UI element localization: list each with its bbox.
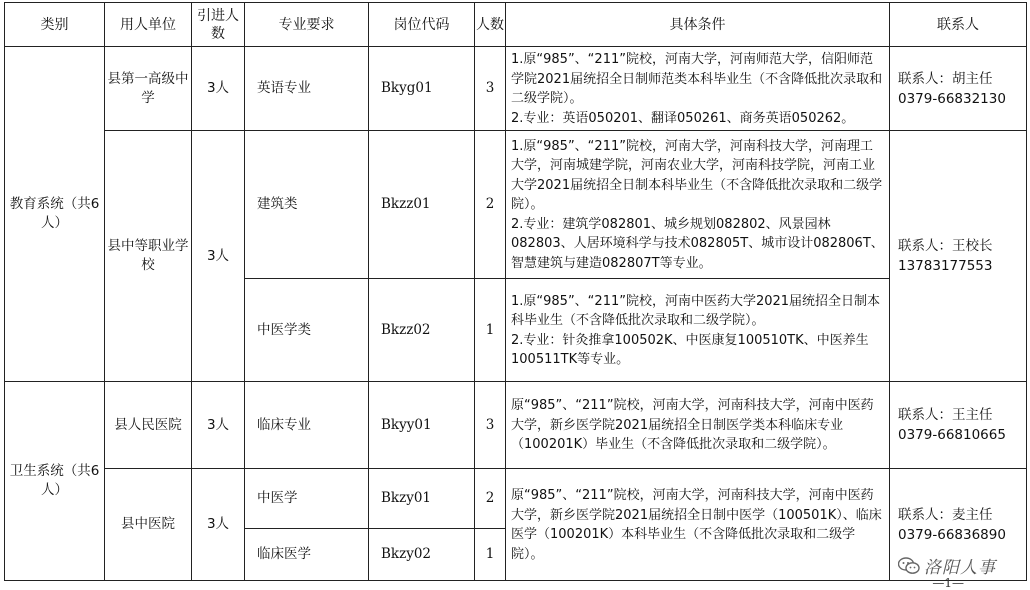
major-cell: 中医学类 xyxy=(245,279,369,382)
code-cell: Bkyy01 xyxy=(369,382,475,469)
category-cell: 教育系统（共6人） xyxy=(5,47,105,382)
category-cell: 卫生系统（共6人） xyxy=(5,382,105,581)
condition-line: 1.原“985”、“211”院校，河南大学，河南师范大学，信阳师范学院2021届统招全日制师范类本科毕业生（不含降低批次录取和二级学院）。 xyxy=(511,52,883,106)
condition-line: 1.原“985”、“211”院校，河南中医药大学2021届统招全日制本科毕业生（不含降低批次录取和二级学院）。 xyxy=(511,293,881,328)
header-hires: 引进人数 xyxy=(192,3,245,47)
contact-cell xyxy=(890,382,1027,469)
major-cell: 临床专业 xyxy=(245,382,369,469)
conditions-cell xyxy=(506,469,890,581)
major-cell: 临床医学 xyxy=(245,529,369,581)
header-major: 专业要求 xyxy=(245,3,369,47)
count-cell: 3 xyxy=(475,47,506,131)
contact-phone: 0379-66810665 xyxy=(898,427,1006,443)
header-contact: 联系人 xyxy=(890,3,1027,47)
hires-cell: 3人 xyxy=(192,382,245,469)
code-cell: Bkyg01 xyxy=(369,47,475,131)
contact-cell xyxy=(890,131,1027,382)
count-cell: 1 xyxy=(475,529,506,581)
hires-cell: 3人 xyxy=(192,469,245,581)
code-cell: Bkzz01 xyxy=(369,131,475,279)
recruitment-table xyxy=(4,2,1027,581)
employer-cell: 县中医院 xyxy=(105,469,192,581)
header-count: 人数 xyxy=(475,3,506,47)
wechat-icon xyxy=(898,557,920,575)
hires-cell: 3人 xyxy=(192,131,245,382)
count-cell: 3 xyxy=(475,382,506,469)
watermark-text: 洛阳人事 xyxy=(924,558,996,578)
contact-phone: 0379-66836890 xyxy=(898,526,1006,543)
contact-phone: 0379-66832130 xyxy=(898,90,1006,107)
conditions-cell xyxy=(506,131,890,279)
condition-line: 原“985”、“211”院校，河南大学，河南科技大学，河南中医药大学，新乡医学院2021届统招全日制中医学（100501K）、临床医学（100201K）本科毕业生（不含降低批次录取和二级学院）。 xyxy=(511,488,882,562)
count-cell: 1 xyxy=(475,279,506,382)
table-row xyxy=(5,131,1027,279)
employer-cell: 县第一高级中学 xyxy=(105,47,192,131)
page-number: —1— xyxy=(932,576,964,590)
count-cell: 2 xyxy=(475,131,506,279)
header-conditions: 具体条件 xyxy=(506,3,890,47)
watermark xyxy=(898,553,996,578)
table-row xyxy=(5,47,1027,131)
count-cell: 2 xyxy=(475,469,506,529)
major-cell: 建筑类 xyxy=(245,131,369,279)
condition-line: 2.专业：英语050201、翻译050261、商务英语050262。 xyxy=(511,110,855,126)
condition-line: 2.专业：针灸推拿100502K、中医康复100510TK、中医养生100511TK等专业。 xyxy=(511,332,869,367)
contact-name: 联系人：王校长 xyxy=(898,238,993,254)
header-row xyxy=(5,3,1027,47)
code-cell: Bkzy02 xyxy=(369,529,475,581)
condition-line: 2.专业：建筑学082801、城乡规划082802、风景园林082803、人居环境科学与技术082805T、城市设计082806T、智慧建筑与建造082807T等专业。 xyxy=(511,216,884,271)
major-cell: 中医学 xyxy=(245,469,369,529)
conditions-cell xyxy=(506,382,890,469)
major-cell: 英语专业 xyxy=(245,47,369,131)
hires-cell: 3人 xyxy=(192,47,245,131)
contact-name: 联系人：麦主任 xyxy=(898,506,993,523)
employer-cell: 县中等职业学校 xyxy=(105,131,192,382)
conditions-cell xyxy=(506,279,890,382)
contact-name: 联系人：胡主任 xyxy=(898,70,993,87)
table-row xyxy=(5,469,1027,529)
contact-name: 联系人：王主任 xyxy=(898,407,993,423)
condition-line: 1.原“985”、“211”院校，河南大学，河南科技大学，河南理工大学，河南城建学院，河南农业大学，河南科技学院，河南工业大学2021届统招全日制本科毕业生（不含降低批次录取和二级学院）。 xyxy=(511,138,883,213)
employer-cell: 县人民医院 xyxy=(105,382,192,469)
header-employer: 用人单位 xyxy=(105,3,192,47)
conditions-cell xyxy=(506,47,890,131)
header-category: 类别 xyxy=(5,3,105,47)
code-cell: Bkzy01 xyxy=(369,469,475,529)
code-cell: Bkzz02 xyxy=(369,279,475,382)
contact-cell xyxy=(890,47,1027,131)
contact-phone: 13783177553 xyxy=(898,258,993,274)
header-code: 岗位代码 xyxy=(369,3,475,47)
condition-line: 原“985”、“211”院校，河南大学，河南科技大学，河南中医药大学，新乡医学院2021届统招全日制医学类本科临床专业（100201K）毕业生（不含降低批次录取和二级学院）。 xyxy=(511,398,874,453)
table-row xyxy=(5,382,1027,469)
